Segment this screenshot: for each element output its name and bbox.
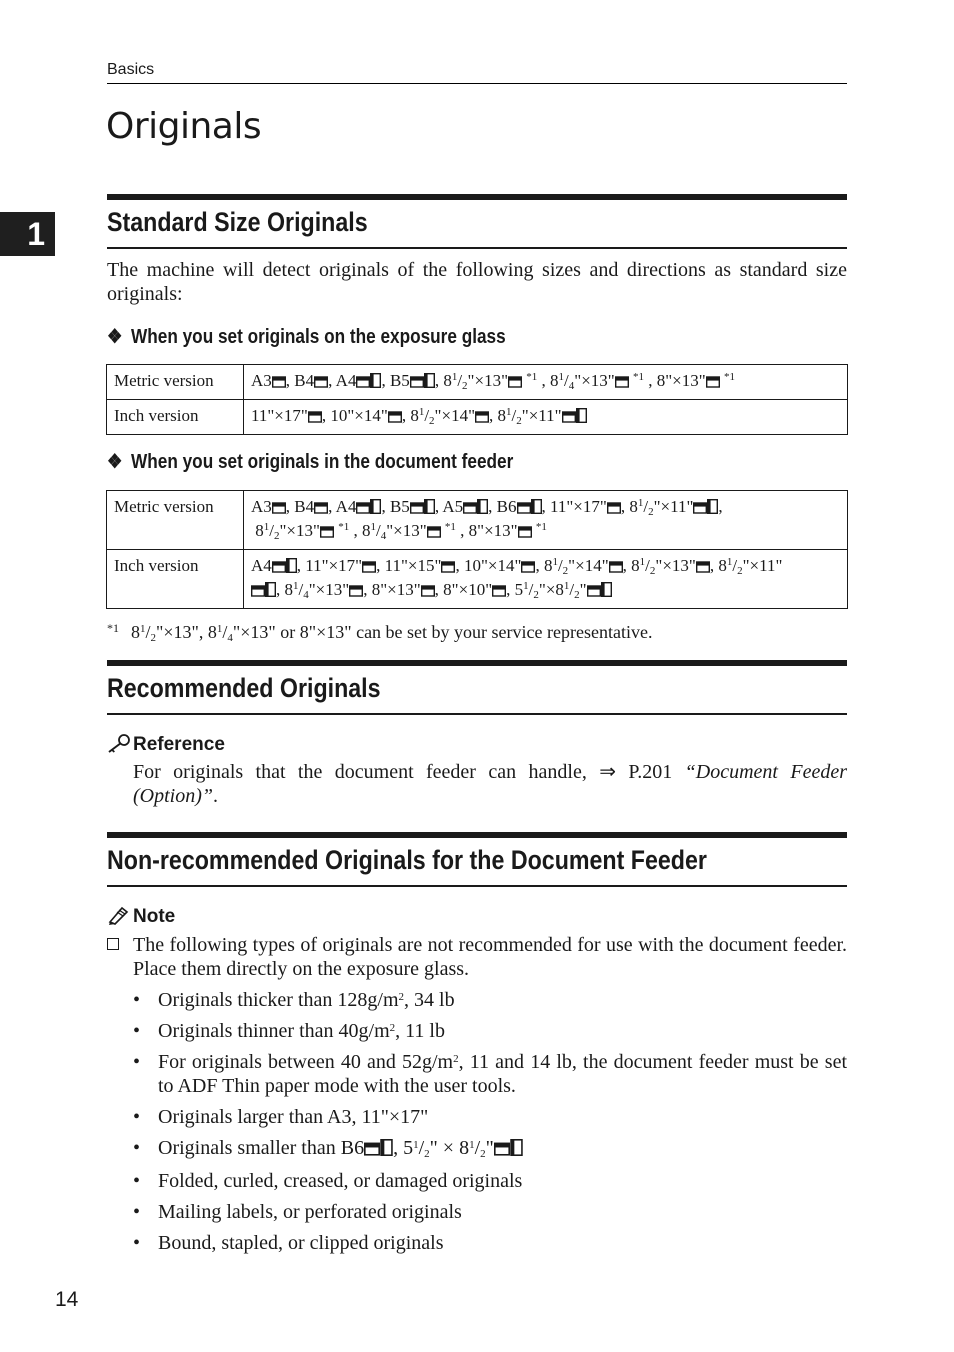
portrait-icon [380, 1138, 393, 1162]
glass-heading: ❖ When you set originals on the exposure glass [107, 326, 506, 348]
landscape-icon [320, 522, 334, 544]
row-label: Inch version [107, 550, 244, 609]
section-rule-top [107, 832, 847, 838]
diamond-icon: ❖ [107, 326, 123, 348]
note-text: The following types of originals are not recommended for use with the document feeder. Place them directly on the exposure glass. [133, 934, 847, 980]
landscape-icon [308, 407, 322, 429]
landscape-icon [607, 498, 621, 520]
portrait-icon [424, 372, 435, 394]
table-row [107, 365, 848, 400]
reference-link[interactable]: “Document Feeder (Option)” [133, 761, 847, 807]
list-item: • Originals thicker than $128g/m^2$, 34 lb [133, 988, 847, 1012]
checkbox-icon [107, 938, 119, 950]
landscape-icon [508, 372, 522, 394]
landscape-icon [427, 522, 441, 544]
portrait-icon [370, 498, 381, 520]
landscape-icon [562, 407, 576, 429]
landscape-icon [410, 372, 424, 394]
portrait-icon [265, 581, 276, 603]
portrait-icon [707, 498, 718, 520]
landscape-icon [272, 372, 286, 394]
key-icon [107, 734, 133, 755]
landscape-icon [388, 407, 402, 429]
table-row [107, 400, 848, 435]
pencil-icon [107, 906, 133, 927]
list-item: • Mailing labels, or perforated originals [133, 1200, 847, 1224]
landscape-icon [314, 498, 328, 520]
landscape-icon [441, 557, 455, 579]
landscape-icon [251, 581, 265, 603]
inch-sizes: A4 , 11"×17" , 11"×15" , 10"×14" , $8^1/_2"\times 14$" , $8^1/_2"\times 13$" , $8^1/_2"\times 11$" , $8^1/_4"\times 13$" , 8"×13" , 8"×10" , $5^1/_2"\times 8^1/_2$" [244, 550, 848, 609]
section-title-standard: Standard Size Originals [107, 207, 368, 237]
landscape-icon [272, 498, 286, 520]
list-item: • Originals larger than A3, 11"×17" [133, 1105, 847, 1129]
landscape-icon [349, 581, 363, 603]
list-item: • Originals thinner than $40g/m^2$, 11 lb [133, 1019, 847, 1043]
portrait-icon [576, 407, 587, 429]
diamond-icon: ❖ [107, 451, 123, 473]
nonrecommended-list [133, 988, 847, 1255]
section-rule-bottom [107, 713, 847, 715]
list-item: • Folded, curled, creased, or damaged originals [133, 1169, 847, 1193]
landscape-icon [518, 522, 532, 544]
header-rule [107, 83, 847, 84]
reference-heading: Reference [107, 733, 225, 757]
landscape-icon [492, 581, 506, 603]
section-title-nonrecommended: Non-recommended Originals for the Document Feeder [107, 845, 707, 875]
landscape-icon [494, 1138, 510, 1162]
feeder-size-table [106, 490, 848, 609]
section-title-recommended: Recommended Originals [107, 673, 381, 703]
running-header: Basics [107, 61, 155, 78]
landscape-icon [615, 372, 629, 394]
landscape-icon [706, 372, 720, 394]
list-item: • Originals smaller than B6 , $5^1/_2$" × $8^1/_2$" [133, 1136, 847, 1162]
portrait-icon [477, 498, 488, 520]
landscape-icon [587, 581, 601, 603]
table-row [107, 491, 848, 550]
note-heading: Note [107, 905, 175, 929]
section-rule-top [107, 194, 847, 200]
footnote: $^{*1}$ $8^1/_2"\times 13$", $8^1/_4"\times 13$" or 8"×13" can be set by your service representative. [107, 621, 653, 644]
metric-sizes: A3 , B4 , A4 , B5 , $8^1/_2"\times 13$" $^{*1}$ , $8^1/_4"\times 13$" $^{*1}$ , 8"×13" $^{*1}$ [244, 365, 848, 400]
chapter-tab: 1 [0, 212, 55, 256]
standard-intro: The machine will detect originals of the following sizes and directions as standard size originals: [107, 259, 847, 305]
reference-text: For originals that the document feeder can handle, ⇒ P.201 “Document Feeder (Option)”. [133, 761, 847, 807]
landscape-icon [421, 581, 435, 603]
landscape-icon [410, 498, 424, 520]
landscape-icon [693, 498, 707, 520]
landscape-icon [356, 372, 370, 394]
portrait-icon [601, 581, 612, 603]
glass-size-table [106, 364, 848, 435]
portrait-icon [286, 557, 297, 579]
list-item: • Bound, stapled, or clipped originals [133, 1231, 847, 1255]
page-title: Originals [106, 106, 262, 147]
list-item: • For originals between 40 and $52g/m^2$, 11 and 14 lb, the document feeder must be set to ADF Thin paper mode with the user tools. [133, 1050, 847, 1098]
inch-sizes: 11"×17" , 10"×14" , $8^1/_2"\times 14$" , $8^1/_2"\times 11$" [244, 400, 848, 435]
landscape-icon [521, 557, 535, 579]
row-label: Inch version [107, 400, 244, 435]
section-rule-bottom [107, 885, 847, 887]
page-number: 14 [55, 1288, 79, 1311]
landscape-icon [272, 557, 286, 579]
row-label: Metric version [107, 365, 244, 400]
metric-sizes: A3 , B4 , A4 , B5 , A5 , B6 , 11"×17" , $8^1/_2"\times 11$" , $8^1/_2"\times 13$" $^{*1}$ , $8^1/_4"\times 13$" $^{*1}$ , 8"×13" $^{*1}$ [244, 491, 848, 550]
landscape-icon [696, 557, 710, 579]
portrait-icon [510, 1138, 523, 1162]
landscape-icon [517, 498, 531, 520]
portrait-icon [370, 372, 381, 394]
landscape-icon [362, 557, 376, 579]
table-row [107, 550, 848, 609]
footnote-mark: *1 [107, 621, 119, 635]
landscape-icon [364, 1138, 380, 1162]
portrait-icon [424, 498, 435, 520]
section-rule-top [107, 660, 847, 666]
landscape-icon [609, 557, 623, 579]
landscape-icon [475, 407, 489, 429]
section-rule-bottom [107, 247, 847, 249]
landscape-icon [314, 372, 328, 394]
landscape-icon [356, 498, 370, 520]
feeder-heading: ❖ When you set originals in the document feeder [107, 451, 514, 473]
row-label: Metric version [107, 491, 244, 550]
landscape-icon [463, 498, 477, 520]
portrait-icon [531, 498, 542, 520]
